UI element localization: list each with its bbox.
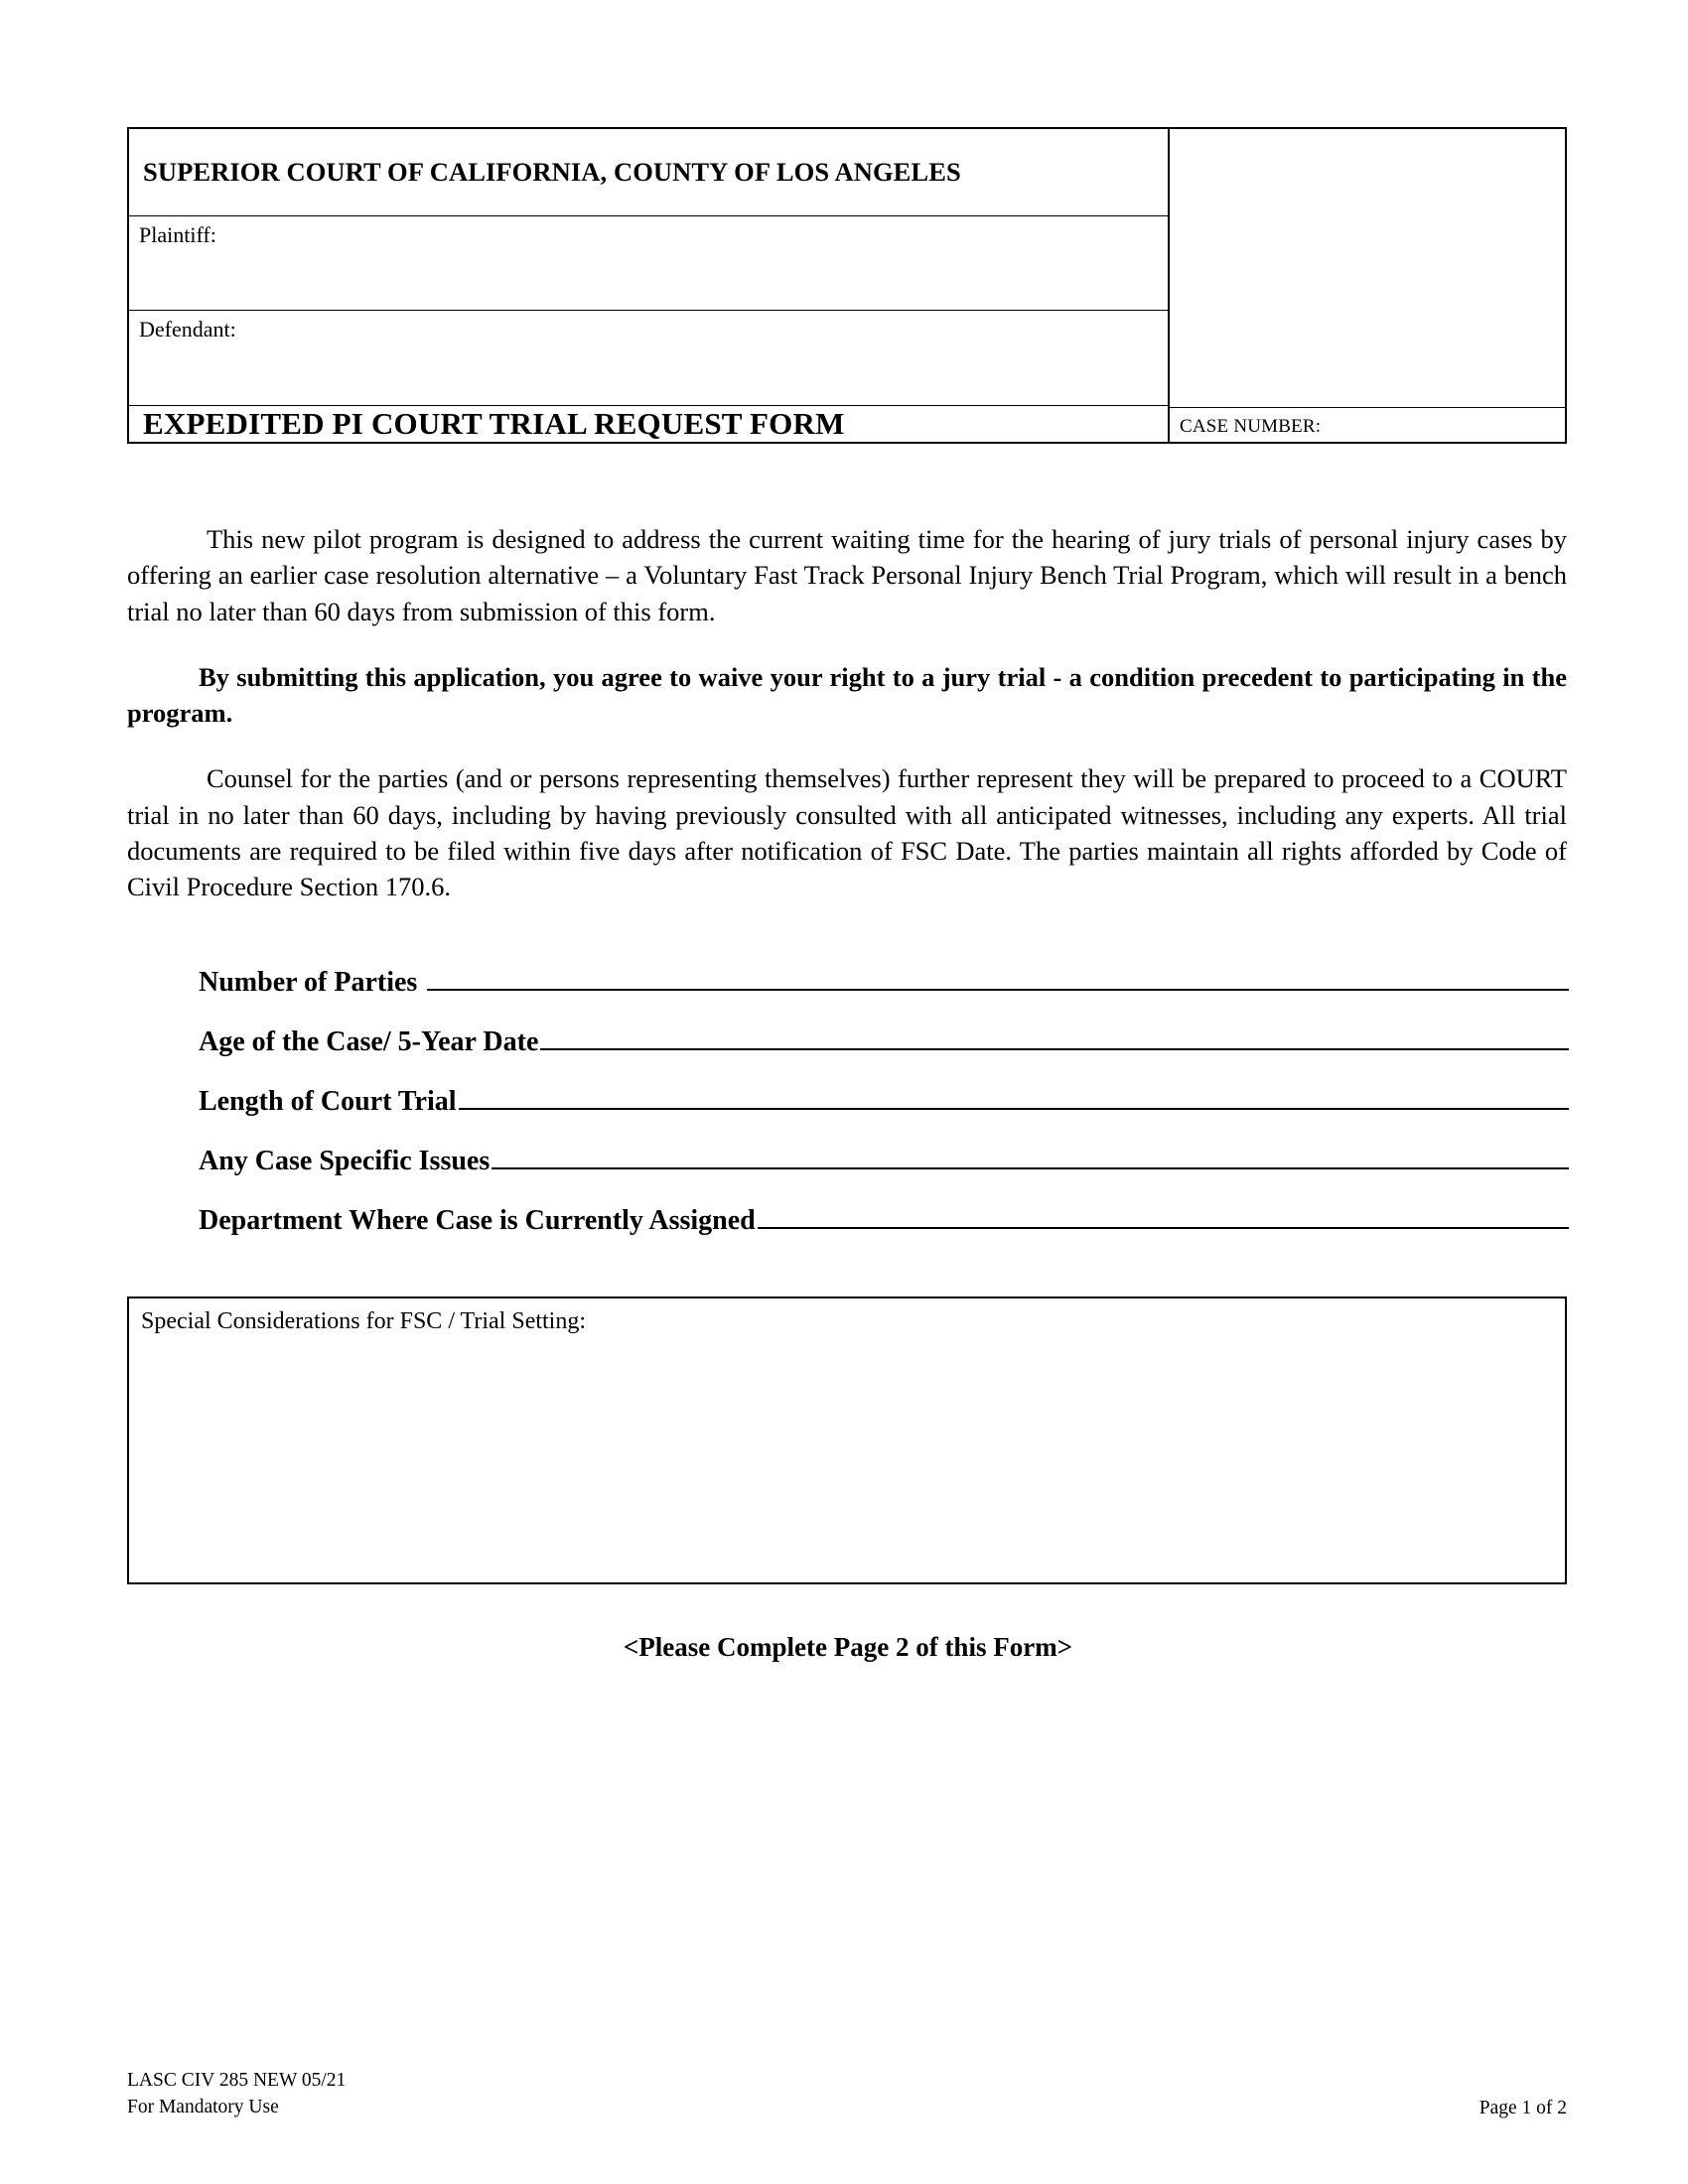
label-case-specific-issues: Any Case Specific Issues [199,1145,491,1176]
special-considerations-label: Special Considerations for FSC / Trial Setting: [141,1307,587,1334]
label-department-assigned: Department Where Case is Currently Assigned [199,1204,756,1236]
caption-right-column [1170,129,1565,442]
case-number-label: CASE NUMBER: [1180,416,1322,437]
page-number: Page 1 of 2 [1478,2098,1567,2118]
field-row-department-assigned[interactable] [199,1205,1569,1237]
form-title: EXPEDITED PI COURT TRIAL REQUEST FORM [143,406,845,441]
defendant-field[interactable] [129,311,1168,406]
special-considerations-box[interactable] [127,1297,1567,1584]
form-sheet [127,127,1569,2118]
field-row-age-of-case[interactable] [199,1026,1569,1058]
input-age-of-case[interactable] [540,1026,1569,1050]
mandatory-use-note: For Mandatory Use [127,2096,279,2117]
court-heading: SUPERIOR COURT OF CALIFORNIA, COUNTY OF LOS ANGELES [129,129,1168,216]
field-row-length-of-court-trial[interactable] [199,1086,1569,1118]
caption-block [127,127,1567,444]
input-case-specific-issues[interactable] [492,1146,1569,1169]
form-code: LASC CIV 285 NEW 05/21 [127,2070,347,2092]
continue-to-page-2-note: <Please Complete Page 2 of this Form> [623,1631,1073,1662]
input-number-of-parties[interactable] [427,967,1569,991]
footer-left [127,2068,346,2120]
field-row-case-specific-issues[interactable] [199,1146,1569,1177]
paragraph-counsel-representation: Counsel for the parties (and or persons representing themselves) further represent they will be prepared to proceed to a COURT trial in no later than 60 days, including by having previously consulted with all anticipated witnesses, including any experts. All trial documents are required to be filed within five days after notification of FSC Date. The parties maintain all rights afforded by Code of Civil Procedure Section 170.6. [127,763,1567,902]
field-row-number-of-parties[interactable] [199,967,1569,999]
input-length-of-court-trial[interactable] [459,1086,1569,1110]
filing-stamp-area [1170,129,1565,408]
fill-in-fields [127,967,1569,1237]
body-text [127,521,1567,905]
plaintiff-label: Plaintiff: [139,222,216,247]
label-number-of-parties: Number of Parties [199,966,418,998]
case-number-field[interactable] [1170,408,1565,442]
page-footer [127,2068,1567,2120]
defendant-label: Defendant: [139,317,236,341]
caption-left-column [129,129,1170,442]
plaintiff-field[interactable] [129,216,1168,311]
paragraph-program-description: This new pilot program is designed to address the current waiting time for the hearing of jury trials of personal injury cases by offering an earlier case resolution alternative – a Voluntary Fast Track Personal Injury Bench Trial Program, which will result in a bench trial no later than 60 days from submission of this form. [127,524,1567,626]
input-department-assigned[interactable] [758,1205,1569,1229]
label-length-of-court-trial: Length of Court Trial [199,1085,457,1117]
paragraph-jury-waiver: By submitting this application, you agree to waive your right to a jury trial - a condition precedent to participating in the program. [127,661,1567,729]
label-age-of-case: Age of the Case/ 5-Year Date [199,1025,539,1057]
